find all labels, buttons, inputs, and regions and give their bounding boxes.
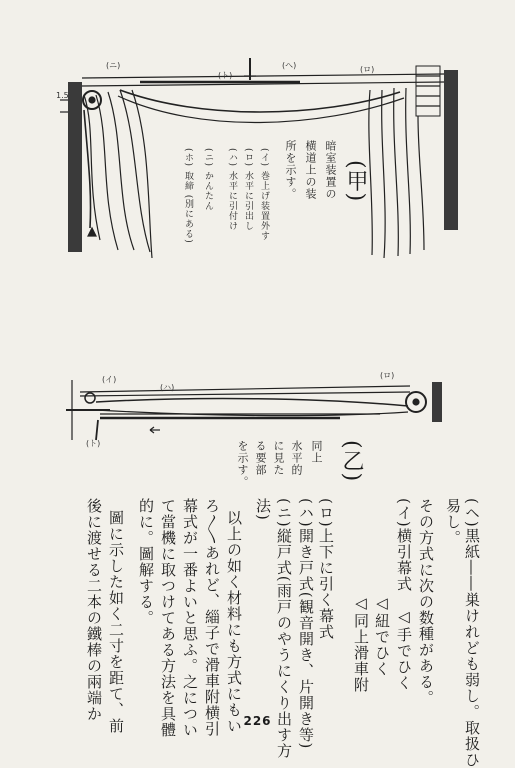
body-column-2: 易し。 xyxy=(444,498,462,546)
figure-a-note-1: (イ) 巻上げ装置外す xyxy=(259,148,269,241)
body-column-12: ろ〳〵あれど、緇子で滑車附横引 xyxy=(203,498,221,737)
figure-b-caption-line-2: 水平的 xyxy=(290,440,303,476)
figure-a-marker: (甲) xyxy=(343,160,368,203)
body-column-10: 法) xyxy=(254,498,272,521)
body-column-17: 後に渡せる二本の鐵棒の兩端か xyxy=(85,498,103,722)
figure-b-caption-line-3: に見た xyxy=(272,440,285,476)
body-column-16: 圖に示した如く二寸を距て、前 xyxy=(107,510,125,734)
body-column-14: て當機に取つけてある方法を具體 xyxy=(159,498,177,738)
figure-a-note-3: (ハ) 水平に引付け xyxy=(227,148,237,231)
body-column-3: その方式に次の数種がある。 xyxy=(417,498,435,706)
body-column-4: (イ)横引幕式 ◁手でひく xyxy=(395,498,413,691)
svg-text:(ヘ): (ヘ) xyxy=(282,61,297,70)
body-column-5: ◁紐でひく xyxy=(373,498,391,677)
svg-text:(ニ): (ニ) xyxy=(106,61,121,70)
svg-text:(イ): (イ) xyxy=(102,375,117,384)
figure-a-caption-line-1: 暗室装置の xyxy=(324,140,337,200)
body-column-15: 的に。圖解する。 xyxy=(137,498,155,626)
body-column-13: 幕式が一番よいと思ふ。之につい xyxy=(181,498,199,738)
svg-text:(ト): (ト) xyxy=(218,71,233,80)
body-column-1: (ヘ)黒紙――巣けれども弱し。取扱ひ xyxy=(463,498,481,768)
figure-b-caption-line-4: る要部 xyxy=(254,440,267,476)
svg-text:(ハ): (ハ) xyxy=(160,383,175,392)
figure-a-note-2: (ロ) 水平に引出し xyxy=(243,148,253,231)
body-column-8: (ハ)開き戸式(観音開き、片開き等) xyxy=(297,498,315,750)
body-column-7: (ロ)上下に引く幕式 xyxy=(317,498,335,640)
svg-text:1.5: 1.5 xyxy=(56,91,69,100)
figure-b-marker: (乙) xyxy=(339,440,364,483)
figure-a-note-5: (ホ) 取締 (別にある) xyxy=(183,148,193,244)
svg-text:(ト): (ト) xyxy=(86,439,101,448)
figure-a-note-4: (ニ) かんたん xyxy=(203,148,213,211)
figure-b-caption-line-5: を示す。 xyxy=(236,440,249,488)
page-number: 226 xyxy=(243,714,272,728)
body-column-6: ◁同上滑車附 xyxy=(352,498,370,693)
figure-a-caption-line-2: 横道上の装 xyxy=(304,140,317,200)
body-column-11: 以上の如く材料にも方式にもい xyxy=(225,510,243,734)
figure-a-caption-line-3: 所を示す。 xyxy=(284,140,297,200)
svg-text:(ロ): (ロ) xyxy=(380,371,395,380)
body-column-9: (ニ)縦戸式(雨戸のやうにくり出す方 xyxy=(275,498,293,759)
svg-text:(ロ): (ロ) xyxy=(360,65,375,74)
figure-b-caption-line-1: 同上 xyxy=(310,440,323,464)
